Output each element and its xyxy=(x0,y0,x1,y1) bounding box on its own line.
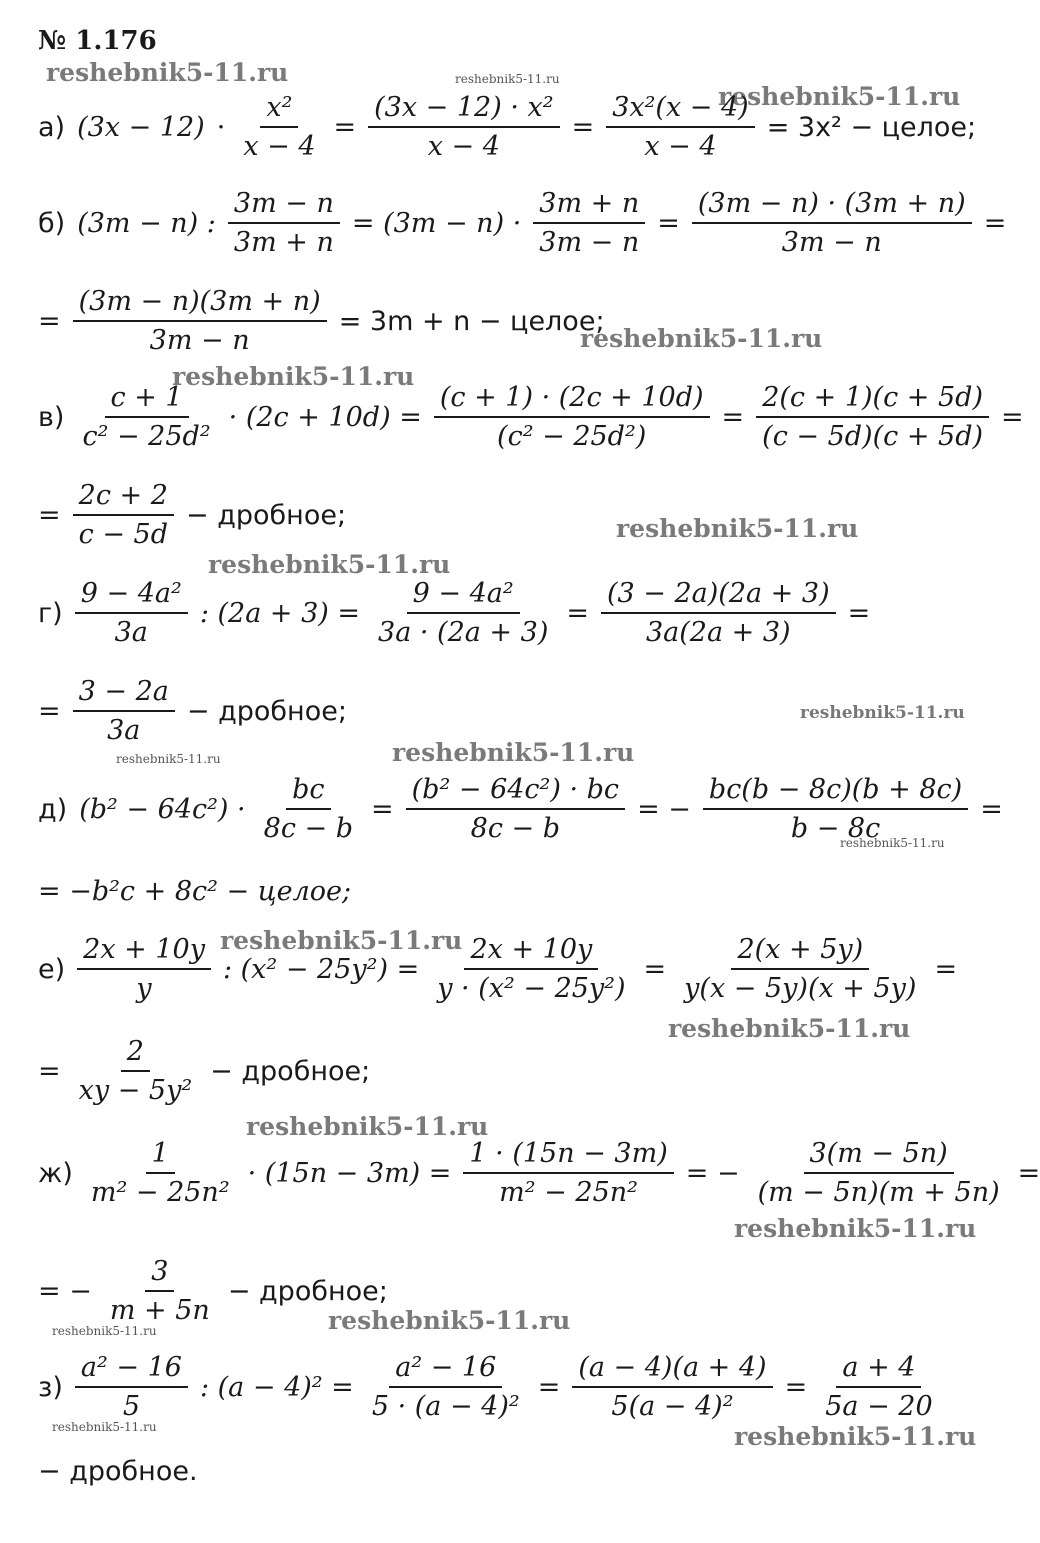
equals: = xyxy=(537,1371,561,1403)
watermark: reshebnik5-11.ru xyxy=(734,1214,977,1243)
watermark: reshebnik5-11.ru xyxy=(328,1306,571,1335)
item-label: б) xyxy=(38,207,66,239)
fraction xyxy=(819,1352,938,1422)
fraction xyxy=(678,934,922,1004)
fraction xyxy=(372,578,554,648)
denominator: x − 4 xyxy=(243,131,316,162)
expression: : (2a + 3) = xyxy=(199,597,361,629)
watermark: reshebnik5-11.ru xyxy=(246,1112,489,1141)
item-b-continued xyxy=(38,286,605,356)
equals: = xyxy=(38,499,61,531)
numerator: 2x + 10y xyxy=(464,934,598,970)
watermark: reshebnik5-11.ru xyxy=(52,1324,157,1338)
result-text: − дробное. xyxy=(38,1456,198,1487)
denominator: y · (x² − 25y²) xyxy=(437,973,626,1004)
equals: = xyxy=(38,1055,61,1087)
expression: (b² − 64c²) · xyxy=(79,793,246,825)
numerator: (3x − 12) · x² xyxy=(368,92,559,128)
fraction xyxy=(406,774,625,844)
item-d-continued xyxy=(38,876,351,907)
equals: = xyxy=(643,953,667,985)
denominator: 3a xyxy=(107,715,141,746)
denominator: 5a − 20 xyxy=(825,1391,933,1422)
result-text: = −b²c + 8c² − целое; xyxy=(38,876,352,907)
fraction xyxy=(85,1138,236,1208)
item-z-continued xyxy=(38,1456,198,1487)
denominator: 3m + n xyxy=(233,227,334,258)
numerator: (c + 1) · (2c + 10d) xyxy=(434,382,710,418)
item-zh xyxy=(38,1138,1040,1208)
item-a xyxy=(38,92,976,162)
denominator: 3m − n xyxy=(781,227,882,258)
denominator: m + 5n xyxy=(109,1295,210,1326)
item-label: г) xyxy=(38,597,63,629)
equals: = xyxy=(980,793,1003,825)
fraction xyxy=(463,1138,673,1208)
fraction xyxy=(76,382,216,452)
result-text: − дробное; xyxy=(210,1055,371,1087)
watermark: reshebnik5-11.ru xyxy=(116,752,221,766)
equals: = xyxy=(721,401,745,433)
watermark: reshebnik5-11.ru xyxy=(52,1420,157,1434)
watermark: reshebnik5-11.ru xyxy=(46,58,289,87)
expression: · (15n − 3m) = xyxy=(247,1157,452,1189)
numerator: bc(b − 8c)(b + 8c) xyxy=(703,774,968,810)
fraction xyxy=(104,1256,216,1326)
numerator: 1 · (15n − 3m) xyxy=(463,1138,673,1174)
denominator: 5 xyxy=(122,1391,141,1422)
problem-number: № 1.176 xyxy=(38,26,157,56)
result-text: − дробное; xyxy=(186,499,347,531)
numerator: 9 − 4a² xyxy=(75,578,188,614)
denominator: (c² − 25d²) xyxy=(497,421,647,452)
denominator: x − 4 xyxy=(427,131,500,162)
numerator: 3(m − 5n) xyxy=(804,1138,954,1174)
equals: = xyxy=(983,207,1007,239)
equals: = xyxy=(38,305,61,337)
numerator: (a − 4)(a + 4) xyxy=(572,1352,772,1388)
numerator: bc xyxy=(286,774,330,810)
numerator: (3 − 2a)(2a + 3) xyxy=(601,578,836,614)
fraction xyxy=(434,382,710,452)
equals: = xyxy=(934,953,958,985)
numerator: 3m + n xyxy=(533,188,645,224)
denominator: y xyxy=(136,973,152,1004)
watermark: reshebnik5-11.ru xyxy=(172,362,415,391)
numerator: c + 1 xyxy=(105,382,189,418)
numerator: (3m − n) · (3m + n) xyxy=(692,188,972,224)
numerator: a² − 16 xyxy=(75,1352,188,1388)
fraction xyxy=(606,92,755,162)
numerator: x² xyxy=(260,92,298,128)
item-v-continued xyxy=(38,480,346,550)
denominator: 3a xyxy=(114,617,148,648)
fraction xyxy=(237,92,321,162)
fraction xyxy=(572,1352,772,1422)
fraction xyxy=(73,676,175,746)
result-text: = 3x² − целое; xyxy=(766,111,977,143)
expression: : (a − 4)² = xyxy=(199,1371,354,1403)
fraction xyxy=(533,188,645,258)
item-label: е) xyxy=(38,953,66,985)
denominator: 3a · (2a + 3) xyxy=(378,617,549,648)
numerator: (3m − n)(3m + n) xyxy=(73,286,327,322)
fraction xyxy=(73,480,174,550)
numerator: 9 − 4a² xyxy=(407,578,520,614)
equals: = xyxy=(333,111,357,143)
fraction xyxy=(752,1138,1006,1208)
equals: = xyxy=(657,207,680,239)
watermark: reshebnik5-11.ru xyxy=(718,82,961,111)
denominator: m² − 25n² xyxy=(90,1177,230,1208)
equals: = xyxy=(571,111,595,143)
denominator: 5 · (a − 4)² xyxy=(371,1391,520,1422)
item-label: з) xyxy=(38,1371,63,1403)
watermark: reshebnik5-11.ru xyxy=(455,72,560,86)
fraction xyxy=(77,934,211,1004)
watermark: reshebnik5-11.ru xyxy=(220,926,463,955)
expression: : (x² − 25y²) = xyxy=(222,953,420,985)
denominator: (c − 5d)(c + 5d) xyxy=(762,421,984,452)
numerator: a² − 16 xyxy=(389,1352,502,1388)
fraction xyxy=(703,774,968,844)
numerator: 2c + 2 xyxy=(73,480,174,516)
item-label: д) xyxy=(38,793,68,825)
fraction xyxy=(75,578,188,648)
fraction xyxy=(75,1352,188,1422)
equals: = xyxy=(847,597,871,629)
equals: = xyxy=(784,1371,808,1403)
denominator: 8c − b xyxy=(263,813,354,844)
expression: = (3m − n) · xyxy=(351,207,522,239)
equals: = xyxy=(371,793,394,825)
denominator: c − 5d xyxy=(78,519,168,550)
watermark: reshebnik5-11.ru xyxy=(840,836,945,850)
denominator: x − 4 xyxy=(644,131,717,162)
numerator: 2(c + 1)(c + 5d) xyxy=(756,382,989,418)
fraction xyxy=(73,286,327,356)
watermark: reshebnik5-11.ru xyxy=(580,324,823,353)
numerator: 2x + 10y xyxy=(77,934,211,970)
fraction xyxy=(258,774,359,844)
denominator: m² − 25n² xyxy=(499,1177,638,1208)
watermark: reshebnik5-11.ru xyxy=(616,514,859,543)
denominator: b − 8c xyxy=(790,813,881,844)
denominator: 8c − b xyxy=(470,813,561,844)
equals: = xyxy=(1017,1157,1040,1189)
numerator: 3x²(x − 4) xyxy=(606,92,755,128)
numerator: 2 xyxy=(121,1036,150,1072)
fraction xyxy=(368,92,559,162)
numerator: 1 xyxy=(146,1138,175,1174)
equals: = xyxy=(38,695,61,727)
watermark: reshebnik5-11.ru xyxy=(734,1422,977,1451)
result-text: = 3m + n − целое; xyxy=(338,305,605,337)
denominator: 3m − n xyxy=(149,325,250,356)
item-d xyxy=(38,774,1003,844)
item-b xyxy=(38,188,1006,258)
fraction xyxy=(692,188,972,258)
numerator: 3m − n xyxy=(228,188,340,224)
denominator: 3m − n xyxy=(539,227,640,258)
expression: · (2c + 10d) = xyxy=(228,401,422,433)
denominator: c² − 25d² xyxy=(82,421,211,452)
item-g xyxy=(38,578,870,648)
fraction xyxy=(366,1352,526,1422)
equals: = − xyxy=(38,1275,92,1307)
watermark: reshebnik5-11.ru xyxy=(208,550,451,579)
denominator: (m − 5n)(m + 5n) xyxy=(757,1177,1000,1208)
numerator: 3 xyxy=(145,1256,174,1292)
item-label: в) xyxy=(38,401,65,433)
item-g-continued xyxy=(38,676,347,746)
expression: (3m − n) : xyxy=(77,207,216,239)
numerator: (b² − 64c²) · bc xyxy=(406,774,625,810)
denominator: 5(a − 4)² xyxy=(611,1391,734,1422)
denominator: 3a(2a + 3) xyxy=(646,617,791,648)
fraction xyxy=(431,934,631,1004)
equals: = − xyxy=(637,793,691,825)
item-label: а) xyxy=(38,111,66,143)
numerator: 3 − 2a xyxy=(73,676,175,712)
item-z xyxy=(38,1352,951,1422)
item-zh-continued xyxy=(38,1256,388,1326)
equals: = − xyxy=(685,1157,740,1189)
item-e xyxy=(38,934,957,1004)
numerator: 2(x + 5y) xyxy=(731,934,869,970)
fraction xyxy=(756,382,989,452)
watermark: reshebnik5-11.ru xyxy=(668,1014,911,1043)
watermark: reshebnik5-11.ru xyxy=(800,703,965,723)
equals: = xyxy=(566,597,589,629)
numerator: a + 4 xyxy=(836,1352,921,1388)
item-label: ж) xyxy=(38,1157,73,1189)
item-e-continued xyxy=(38,1036,370,1106)
result-text: − дробное; xyxy=(186,695,347,727)
denominator: xy − 5y² xyxy=(78,1075,193,1106)
watermark: reshebnik5-11.ru xyxy=(392,738,635,767)
item-v xyxy=(38,382,1024,452)
equals: = xyxy=(1001,401,1024,433)
fraction xyxy=(601,578,836,648)
fraction xyxy=(228,188,340,258)
denominator: y(x − 5y)(x + 5y) xyxy=(684,973,917,1004)
expression: (3x − 12) xyxy=(77,111,205,143)
result-text: − дробное; xyxy=(227,1275,388,1307)
fraction xyxy=(73,1036,199,1106)
operator: · xyxy=(216,111,226,143)
